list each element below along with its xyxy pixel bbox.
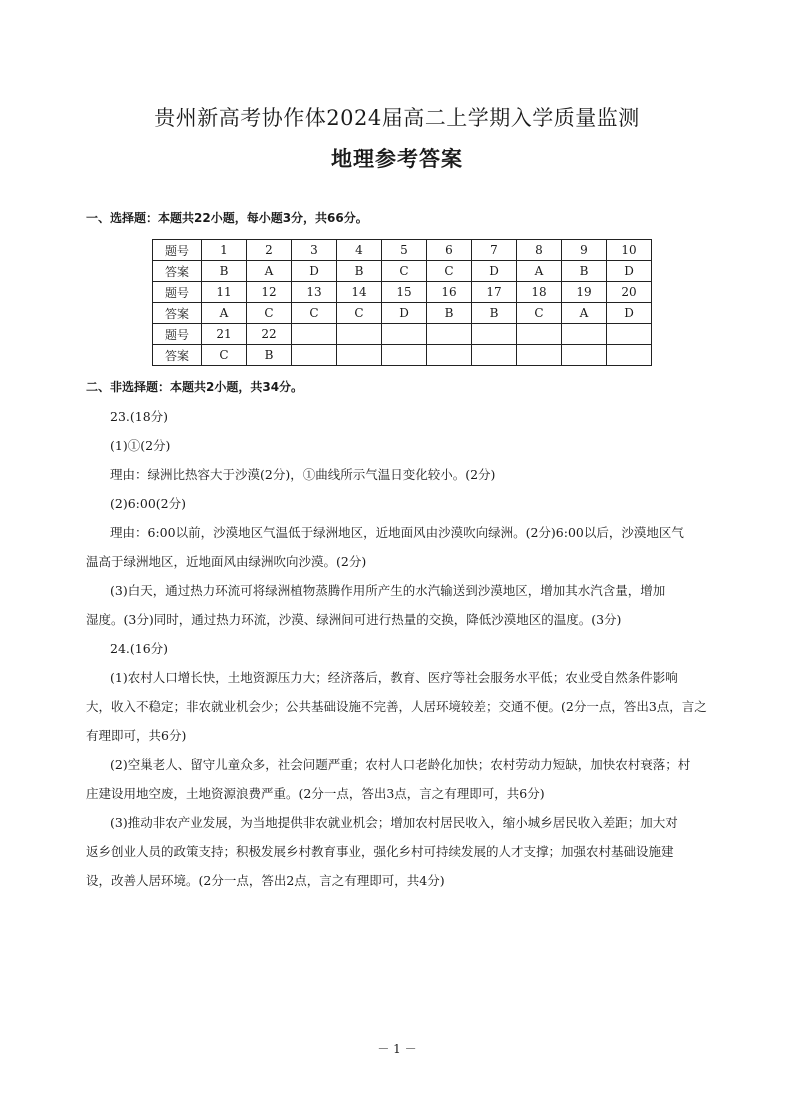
table-cell: A	[202, 303, 247, 324]
table-row-label: 题号	[153, 240, 202, 261]
table-cell	[337, 345, 382, 366]
table-cell: C	[202, 345, 247, 366]
answer-line: 大，收入不稳定；非农就业机会少；公共基础设施不完善，人居环境较差；交通不便。(2分一点，答出3点，言之	[86, 699, 707, 714]
page-number: － 1 －	[377, 1042, 417, 1056]
table-cell: B	[337, 261, 382, 282]
table-cell: 19	[562, 282, 607, 303]
section-free-response-heading: 二、非选择题：本题共2小题，共34分。	[86, 380, 304, 394]
document-subtitle: 地理参考答案	[331, 147, 463, 171]
table-cell	[562, 324, 607, 345]
table-cell	[382, 324, 427, 345]
table-cell: B	[202, 261, 247, 282]
table-cell	[517, 324, 562, 345]
table-row-label: 题号	[153, 282, 202, 303]
table-row	[153, 240, 652, 261]
table-cell: B	[472, 303, 517, 324]
answer-line: 温高于绿洲地区，近地面风由绿洲吹向沙漠。(2分)	[86, 554, 367, 569]
table-row	[153, 324, 652, 345]
table-row	[153, 261, 652, 282]
table-cell: 2	[247, 240, 292, 261]
table-cell: 5	[382, 240, 427, 261]
table-cell: D	[607, 303, 652, 324]
table-cell: C	[247, 303, 292, 324]
answer-line: (1)①(2分)	[110, 438, 171, 453]
table-cell: C	[292, 303, 337, 324]
table-cell: 22	[247, 324, 292, 345]
answer-line: (3)推动非农产业发展，为当地提供非农就业机会；增加农村居民收入，缩小城乡居民收入差距；加大对	[110, 815, 678, 830]
table-row	[153, 345, 652, 366]
table-cell: 8	[517, 240, 562, 261]
answer-line: 24.(16分)	[110, 641, 169, 656]
table-cell: A	[517, 261, 562, 282]
table-cell: 4	[337, 240, 382, 261]
answer-line: 设，改善人居环境。(2分一点，答出2点，言之有理即可，共4分)	[86, 873, 445, 888]
table-cell	[472, 324, 517, 345]
table-cell: 21	[202, 324, 247, 345]
table-cell: A	[562, 303, 607, 324]
table-cell	[472, 345, 517, 366]
answer-line: 有理即可，共6分)	[86, 728, 187, 743]
table-cell	[607, 324, 652, 345]
answer-line: (2)空巢老人、留守儿童众多，社会问题严重；农村人口老龄化加快；农村劳动力短缺，加快农村衰落；村	[110, 757, 691, 772]
table-cell	[382, 345, 427, 366]
table-cell: B	[247, 345, 292, 366]
table-cell: 18	[517, 282, 562, 303]
free-response-answers	[86, 402, 716, 895]
answer-table	[152, 239, 652, 366]
answer-line: 23.(18分)	[110, 409, 169, 424]
table-cell	[562, 345, 607, 366]
table-row-label: 答案	[153, 261, 202, 282]
table-cell: C	[337, 303, 382, 324]
table-cell: 16	[427, 282, 472, 303]
answer-line: 理由：6:00以前，沙漠地区气温低于绿洲地区，近地面风由沙漠吹向绿洲。(2分)6:00以后，沙漠地区气	[110, 525, 684, 540]
table-cell	[292, 324, 337, 345]
document-title: 贵州新高考协作体2024届高二上学期入学质量监测	[154, 106, 640, 130]
table-cell: B	[562, 261, 607, 282]
table-cell	[337, 324, 382, 345]
answer-line: 返乡创业人员的政策支持；积极发展乡村教育事业，强化乡村可持续发展的人才支撑；加强农村基础设施建	[86, 844, 674, 859]
table-cell	[292, 345, 337, 366]
table-cell: 12	[247, 282, 292, 303]
table-cell: D	[607, 261, 652, 282]
table-cell: 15	[382, 282, 427, 303]
answer-line: 理由：绿洲比热容大于沙漠(2分)，①曲线所示气温日变化较小。(2分)	[110, 467, 496, 482]
answer-line: (3)白天，通过热力环流可将绿洲植物蒸腾作用所产生的水汽输送到沙漠地区，增加其水汽含量，增加	[110, 583, 666, 598]
table-cell: 20	[607, 282, 652, 303]
answer-line: 庄建设用地空废，土地资源浪费严重。(2分一点，答出3点，言之有理即可，共6分)	[86, 786, 545, 801]
table-cell	[427, 324, 472, 345]
table-cell: 9	[562, 240, 607, 261]
table-cell: 7	[472, 240, 517, 261]
table-row	[153, 282, 652, 303]
table-cell: D	[292, 261, 337, 282]
table-cell	[607, 345, 652, 366]
table-cell: A	[247, 261, 292, 282]
table-cell: C	[427, 261, 472, 282]
table-cell: D	[382, 303, 427, 324]
table-cell: 10	[607, 240, 652, 261]
table-cell: 6	[427, 240, 472, 261]
table-cell: B	[427, 303, 472, 324]
table-cell: C	[382, 261, 427, 282]
table-cell	[517, 345, 562, 366]
answer-line: 湿度。(3分)同时，通过热力环流，沙漠、绿洲间可进行热量的交换，降低沙漠地区的温度。(3分)	[86, 612, 622, 627]
table-cell: D	[472, 261, 517, 282]
table-cell: 14	[337, 282, 382, 303]
answer-line: (1)农村人口增长快，土地资源压力大；经济落后，教育、医疗等社会服务水平低；农业受自然条件影响	[110, 670, 678, 685]
table-cell	[427, 345, 472, 366]
table-row-label: 题号	[153, 324, 202, 345]
table-cell: 3	[292, 240, 337, 261]
table-row-label: 答案	[153, 345, 202, 366]
table-cell: 13	[292, 282, 337, 303]
table-cell: C	[517, 303, 562, 324]
table-cell: 17	[472, 282, 517, 303]
table-row-label: 答案	[153, 303, 202, 324]
table-row	[153, 303, 652, 324]
section-multiple-choice-heading: 一、选择题：本题共22小题，每小题3分，共66分。	[86, 211, 368, 225]
answer-line: (2)6:00(2分)	[110, 496, 186, 511]
table-cell: 1	[202, 240, 247, 261]
table-cell: 11	[202, 282, 247, 303]
